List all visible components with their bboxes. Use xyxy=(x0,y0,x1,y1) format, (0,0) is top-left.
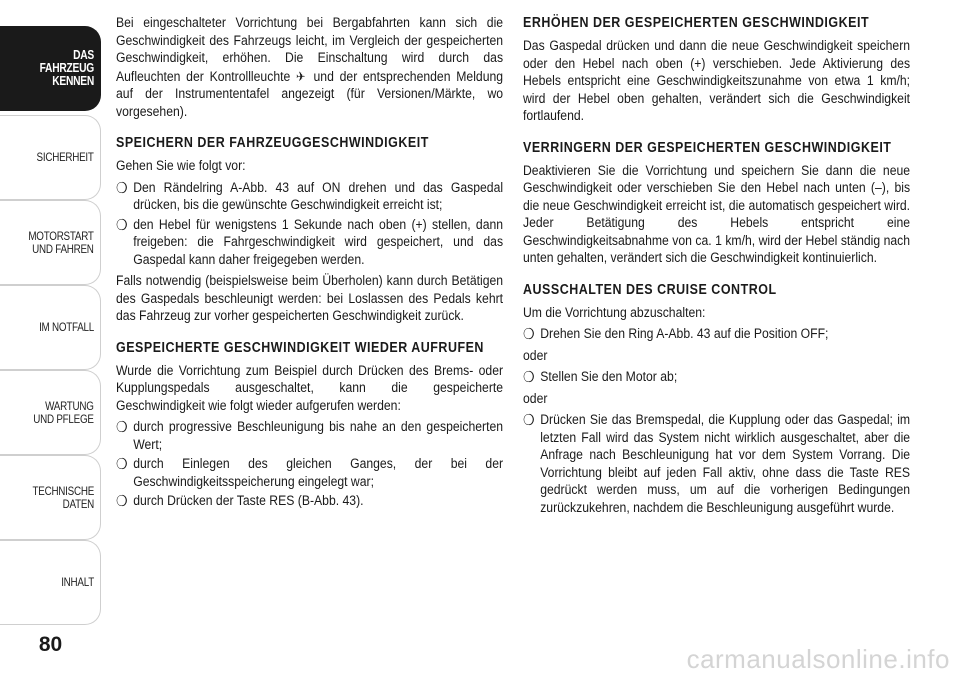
section-lead: Gehen Sie wie folgt vor: xyxy=(116,158,246,174)
tab-das-fahrzeug-kennen[interactable] xyxy=(0,26,101,111)
cruise-control-lamp-icon: ✈ xyxy=(296,68,308,84)
tab-wartung-und-pflege[interactable] xyxy=(0,370,101,455)
bullet-icon: ❍ xyxy=(523,412,535,429)
tab-label: WARTUNG UND PFLEGE xyxy=(33,398,94,426)
paragraph: Deaktivieren Sie die Vorrichtung und speichern Sie dann die neue Geschwindigkeit oder verschieben Sie den Hebel nach unten (–), bis die neue Geschwindigkeit erreicht ist, die automatisch gespeichert wird. Jeder Betätigung des Hebels entspricht eine Geschwindigkeitsabnahme von ca. 1 km/h, wird der Hebel ständig nach unten gehalten, verändert sich die Geschwindigkeit kontinuierlich. xyxy=(523,162,911,266)
tab-inhalt[interactable] xyxy=(0,540,101,625)
section-heading-aufrufen: GESPEICHERTE GESCHWINDIGKEIT WIEDER AUFRUFEN xyxy=(116,339,484,356)
intro-text-a: Bei eingeschalteter Vorrichtung bei Bergabfahrten kann sich die Geschwindigkeit des Fahrzeugs leicht, im Vergleich der gespeicherten Geschwindigkeit, erhöhen. Die Einschaltung wird durch das Aufleuchten der Kontrollleuchte xyxy=(116,15,504,85)
bullet-icon: ❍ xyxy=(116,493,128,510)
bullet-icon: ❍ xyxy=(116,179,128,197)
step-list xyxy=(523,412,910,517)
paragraph: Falls notwendig (beispielsweise beim Überholen) kann durch Betätigen des Gaspedals beschleunigt werden: bei Loslassen des Pedals kehrt das Fahrzeug zur vorher gespeicherten Geschwindigkeit zurück. xyxy=(116,273,504,324)
bullet-icon: ❍ xyxy=(116,419,128,436)
section-heading-verringern: VERRINGERN DER GESPEICHERTEN GESCHWINDIGKEIT xyxy=(523,139,892,156)
tab-label: DAS FAHRZEUG KENNEN xyxy=(39,48,94,88)
tab-motorstart-und-fahren[interactable] xyxy=(0,200,101,285)
tab-label: IM NOTFALL xyxy=(39,320,94,334)
list-item: ❍ durch progressive Beschleunigung bis nahe an den gespeicherten Wert; xyxy=(116,419,504,453)
section-lead: Um die Vorrichtung abzuschalten: xyxy=(523,304,706,321)
list-item: ❍ durch Einlegen des gleichen Ganges, der bei der Geschwindigkeitsspeicherung eingelegt war; xyxy=(116,456,504,490)
section-lead: Wurde die Vorrichtung zum Beispiel durch Drücken des Brems- oder Kupplungspedals ausgeschaltet, kann die gespeicherte Geschwindigkeit wie folgt wieder aufgerufen werden: xyxy=(116,362,504,414)
step-list xyxy=(116,419,503,511)
bullet-icon: ❍ xyxy=(523,369,535,386)
list-item: ❍ Stellen Sie den Motor ab; xyxy=(523,369,678,386)
step-list xyxy=(523,326,910,344)
list-item: ❍ den Hebel für wenigstens 1 Sekunde nach oben (+) stellen, dann freigeben: die Fahrgeschwindigkeit wird gespeichert, und das Gaspedal kann daher freigegeben werden. xyxy=(116,216,504,268)
page-number: 80 xyxy=(38,633,63,656)
tab-sicherheit[interactable] xyxy=(0,115,101,200)
tab-technische-daten[interactable] xyxy=(0,455,101,540)
section-heading-erhoehen: ERHÖHEN DER GESPEICHERTEN GESCHWINDIGKEIT xyxy=(523,15,870,31)
or-text: oder xyxy=(523,347,548,364)
left-column xyxy=(116,15,504,515)
tab-im-notfall[interactable] xyxy=(0,285,101,370)
or-text: oder xyxy=(523,390,548,407)
list-item: ❍ Den Rändelring A-Abb. 43 auf ON drehen und das Gaspedal drücken, bis die gewünschte Geschwindigkeit erreicht ist; xyxy=(116,179,504,213)
tab-label: MOTORSTART UND FAHREN xyxy=(28,228,94,256)
list-item: ❍ Drücken Sie das Bremspedal, die Kupplung oder das Gaspedal; im letzten Fall wird das System nicht wirklich ausgeschaltet, aber die Anfrage nach Beschleunigung hat vor dem System Vorrang. Die Vorrichtung bleibt auf jeden Fall aktiv, ohne dass die Taste RES gedrückt werden muss, um auf die vorherigen Bedingungen zurückzukehren, nachdem die Beschleunigung ausgeführt wurde. xyxy=(523,412,911,516)
section-heading-speichern: SPEICHERN DER FAHRZEUGGESCHWINDIGKEIT xyxy=(116,135,429,151)
tab-label: SICHERHEIT xyxy=(36,150,94,164)
step-list xyxy=(523,369,910,387)
list-item: ❍ durch Drücken der Taste RES (B-Abb. 43). xyxy=(116,493,364,510)
intro-paragraph xyxy=(116,15,503,121)
bullet-icon: ❍ xyxy=(523,326,535,343)
bullet-icon: ❍ xyxy=(116,456,128,473)
tab-label: INHALT xyxy=(61,575,94,589)
section-heading-ausschalten: AUSSCHALTEN DES CRUISE CONTROL xyxy=(523,281,777,298)
tab-label: TECHNISCHE DATEN xyxy=(32,483,94,511)
watermark: carmanualsonline.info xyxy=(686,644,950,674)
list-item: ❍ Drehen Sie den Ring A-Abb. 43 auf die Position OFF; xyxy=(523,326,829,343)
paragraph: Das Gaspedal drücken und dann die neue Geschwindigkeit speichern oder den Hebel nach oben (+) verschieben. Jede Aktivierung des Hebels entspricht eine Geschwindigkeitszunahme von etwa 1 km/h; wird der Hebel oben gehalten, verändert sich die Geschwindigkeit fortlaufend. xyxy=(523,38,911,124)
step-list xyxy=(116,180,503,270)
bullet-icon: ❍ xyxy=(116,216,128,234)
intro-text-b: und der entsprechenden Meldung auf der Instrumententafel angezeigt (für Versionen/Märkte, wo vorgesehen). xyxy=(116,68,504,120)
right-column xyxy=(523,15,911,521)
